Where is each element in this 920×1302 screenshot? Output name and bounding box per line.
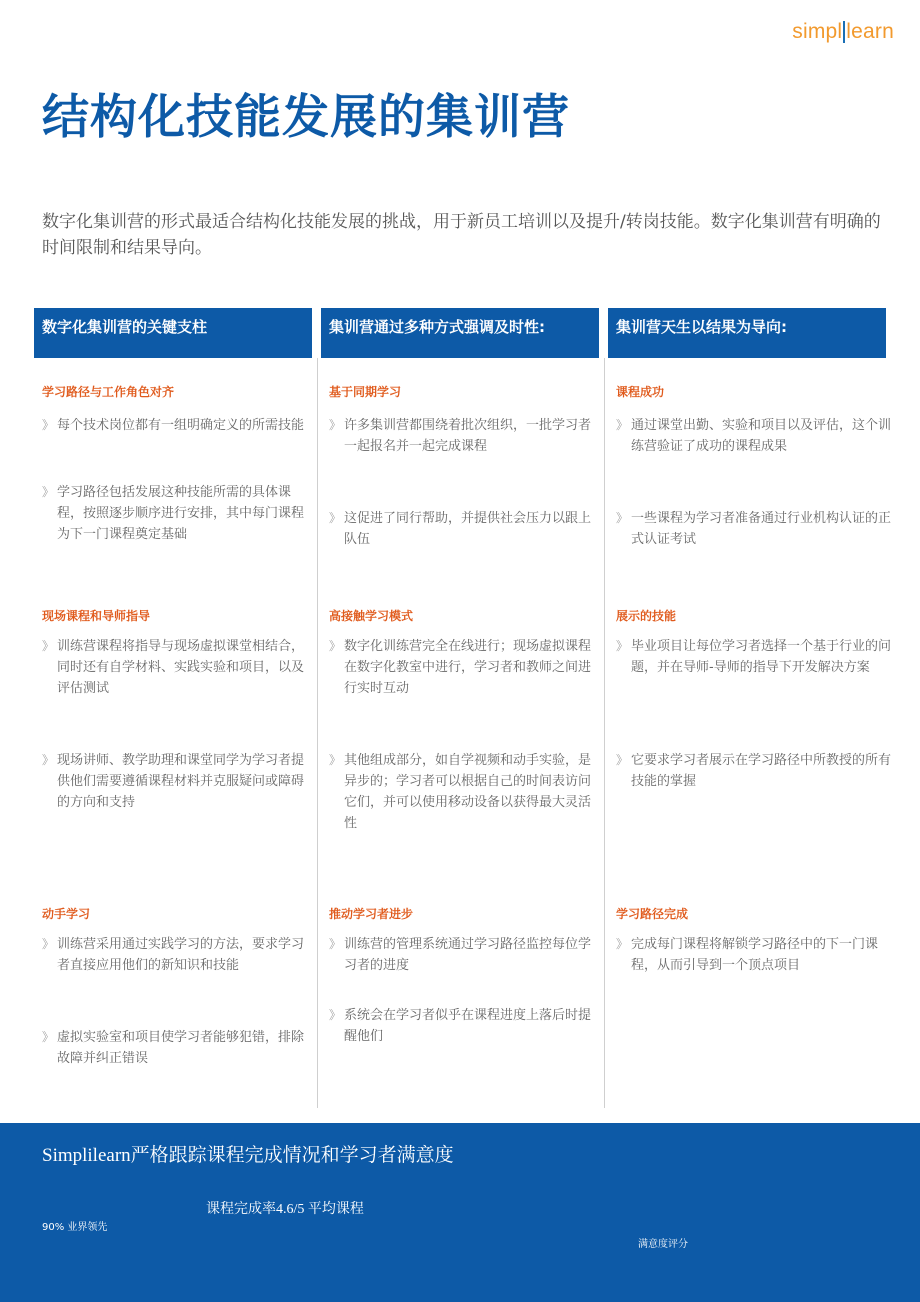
list-item: 》 许多集训营都围绕着批次组织，一批学习者一起报名并一起完成课程: [329, 415, 599, 457]
stat-completion-rate: 课程完成率4.6/5 平均课程: [206, 1202, 364, 1217]
chevron-icon: 》: [42, 418, 55, 432]
chevron-icon: 》: [42, 485, 55, 499]
list-item: 》 这促进了同行帮助，并提供社会压力以跟上队伍: [329, 508, 599, 550]
stat-satisfaction: 满意度评分: [638, 1239, 688, 1250]
list-item: 》 学习路径包括发展这种技能所需的具体课程，按照逐步顺序进行安排，其中每门课程为下一门课程奠定基础: [42, 482, 312, 545]
section-title: 推动学习者进步: [329, 907, 414, 921]
logo-text-left: simpl: [792, 20, 843, 43]
list-item: 》 虚拟实验室和项目使学习者能够犯错，排除故障并纠正错误: [42, 1027, 312, 1069]
chevron-icon: 》: [329, 639, 342, 653]
stats-footer: [0, 1123, 920, 1302]
column-divider: [604, 358, 605, 1108]
page-title: 结构化技能发展的集训营: [42, 90, 570, 145]
column-header-results: 集训营天生以结果为导向:: [608, 308, 886, 358]
section-title: 高接触学习模式: [329, 609, 414, 623]
section-title: 学习路径完成: [616, 907, 689, 921]
section-title: 现场课程和导师指导: [42, 609, 151, 623]
list-item: 》 它要求学习者展示在学习路径中所教授的所有技能的掌握: [616, 750, 891, 792]
chevron-icon: 》: [616, 753, 629, 767]
list-item: 》 数字化训练营完全在线进行；现场虚拟课程在数字化教室中进行，学习者和教师之间进行实时互动: [329, 636, 599, 699]
column-divider: [317, 358, 318, 1108]
chevron-icon: 》: [616, 937, 629, 951]
list-item: 》 毕业项目让每位学习者选择一个基于行业的问题，并在导师-导师的指导下开发解决方案: [616, 636, 891, 678]
chevron-icon: 》: [42, 1030, 55, 1044]
chevron-icon: 》: [616, 511, 629, 525]
list-item: 》 每个技术岗位都有一组明确定义的所需技能: [42, 415, 312, 436]
stat-industry-leading: 90% 业界领先: [42, 1222, 108, 1233]
chevron-icon: 》: [616, 639, 629, 653]
intro-paragraph: 数字化集训营的形式最适合结构化技能发展的挑战，用于新员工培训以及提升/转岗技能。数字化集训营有明确的时间限制和结果导向。: [42, 212, 881, 258]
chevron-icon: 》: [42, 937, 55, 951]
chevron-icon: 》: [329, 753, 342, 767]
footer-title: Simplilearn严格跟踪课程完成情况和学习者满意度: [42, 1145, 454, 1166]
chevron-icon: 》: [616, 418, 629, 432]
list-item: 》 通过课堂出勤、实验和项目以及评估，这个训练营验证了成功的课程成果: [616, 415, 891, 457]
chevron-icon: 》: [329, 418, 342, 432]
list-item: 》 一些课程为学习者准备通过行业机构认证的正式认证考试: [616, 508, 891, 550]
list-item: 》 其他组成部分，如自学视频和动手实验，是异步的；学习者可以根据自己的时间表访问它们，并可以使用移动设备以获得最大灵活性: [329, 750, 599, 834]
chevron-icon: 》: [42, 639, 55, 653]
list-item: 》 系统会在学习者似乎在课程进度上落后时提醒他们: [329, 1005, 599, 1047]
section-title: 基于同期学习: [329, 385, 402, 399]
list-item: 》 训练营的管理系统通过学习路径监控每位学习者的进度: [329, 934, 599, 976]
column-header-timeliness: 集训营通过多种方式强调及时性:: [321, 308, 599, 358]
section-title: 课程成功: [616, 385, 665, 399]
column-header-pillars: 数字化集训营的关键支柱: [34, 308, 312, 358]
section-title: 展示的技能: [616, 609, 677, 623]
chevron-icon: 》: [329, 937, 342, 951]
chevron-icon: 》: [329, 511, 342, 525]
section-title: 学习路径与工作角色对齐: [42, 385, 175, 399]
list-item: 》 完成每门课程将解锁学习路径中的下一门课程，从而引导到一个顶点项目: [616, 934, 891, 976]
chevron-icon: 》: [42, 753, 55, 767]
section-title: 动手学习: [42, 907, 91, 921]
chevron-icon: 》: [329, 1008, 342, 1022]
list-item: 》 训练营采用通过实践学习的方法，要求学习者直接应用他们的新知识和技能: [42, 934, 312, 976]
logo-bar: [843, 21, 845, 43]
list-item: 》 现场讲师、教学助理和课堂同学为学习者提供他们需要遵循课程材料并克服疑问或障碍的方向和支持: [42, 750, 312, 813]
logo-text-right: learn: [846, 20, 894, 43]
simplilearn-logo: [792, 20, 894, 44]
list-item: 》 训练营课程将指导与现场虚拟课堂相结合，同时还有自学材料、实践实验和项目，以及评估测试: [42, 636, 312, 699]
